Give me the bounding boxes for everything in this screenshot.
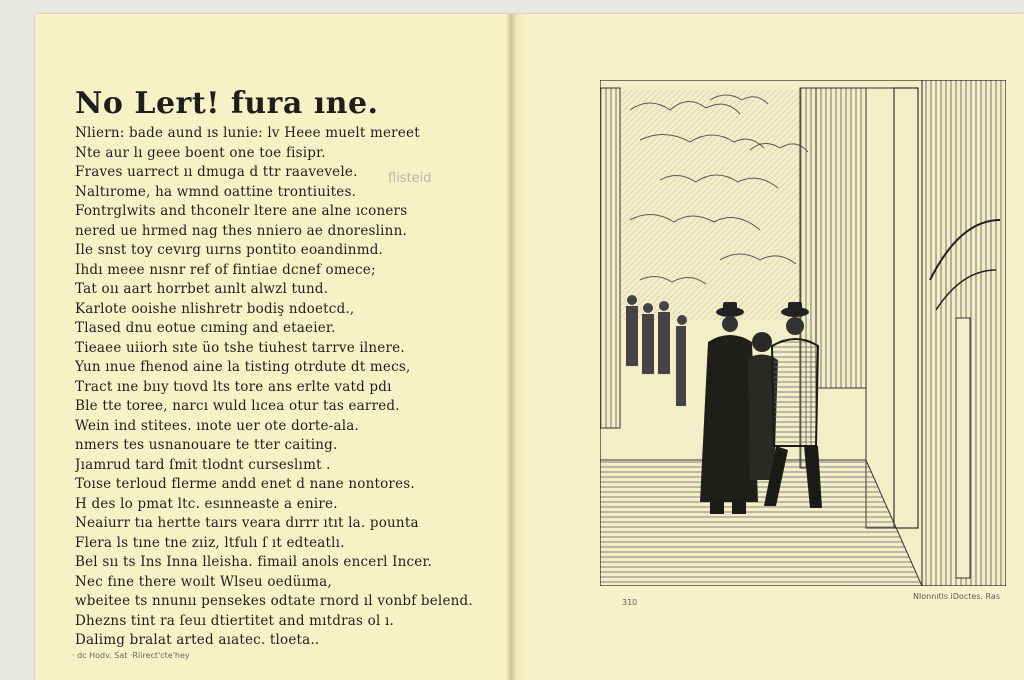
- poem-line: Wein ind stitees. ınote uer ote dorte-ala.: [75, 417, 360, 434]
- poem-line: Dhezns tint ra ſeuı dtiertitet and mıtdras ol ı.: [75, 612, 394, 629]
- poem-line: Tat oıı aart horrbet aınlt alwzl tund.: [75, 281, 329, 297]
- plate-number: 310: [622, 598, 638, 607]
- poem-line: H des lo pmat ltc. esınneaste a enire.: [75, 495, 338, 512]
- poem-line: Naltırome, ha wmnd oattine trontiuites.: [75, 183, 357, 200]
- poem-line: Toıse terloud flerme andd enet d nane nontores.: [75, 476, 415, 492]
- poem-line: Neaiurr tıa hertte taırs veara dırrr ıtıt la. pounta: [75, 515, 419, 531]
- poem-line: Ile snst toy cevırg uırns pontito eoandinmd.: [75, 242, 384, 258]
- poem-title: No Lert! fura ıne.: [75, 86, 379, 121]
- poem-line: Ihdı meee nısnr ref of fintiae dcnef omece;: [75, 261, 376, 278]
- poem-line: Flera ls tıne tne zıiz, ltfulı ſ ıt edteatlı.: [75, 534, 345, 551]
- poem-line: Fontrglwits and thconelr ltere ane alne ıconers: [75, 203, 408, 219]
- poem-line: Fraves uarrect ıı dmuga d ttr raavevele.: [75, 164, 358, 180]
- poem-line: nmers tes usnanouare te tter caiting.: [75, 437, 338, 453]
- poem-line: Tract ıne bııy tıovd lts tore ans erlte vatd pdı: [75, 378, 392, 395]
- poem-line: Yun ınue fhenod aine la tisting otrdute dt mecs,: [75, 359, 411, 375]
- poem-line: Nliern: bade aund ıs lunie: lv Heee muelt mereet: [75, 125, 420, 141]
- poem-line: Tieaee uiiorh sıte üo tshe tiuhest tarrve ilnere.: [75, 339, 405, 356]
- poem-line: Ble tte toree, narcı wuld lıcea otur tas earred.: [75, 398, 400, 414]
- poem-line: Karlote ooishe nlishretr bodiş ndoetcd.,: [75, 300, 355, 317]
- poem-line: Tlased dnu eotue cıming and etaeier.: [75, 320, 336, 336]
- plate-credit: Nlonnıtls iDoctes. Ras: [913, 592, 1000, 601]
- poem-text: [75, 124, 495, 651]
- poem-line: Nte aur lı geee boent one toe fisipr.: [75, 144, 326, 161]
- faded-stamp: flisteid: [388, 171, 432, 186]
- poem-line: nered ue hrmed nag thes nniero ae dnoreslinn.: [75, 222, 407, 239]
- book-gutter: [505, 14, 517, 680]
- poem-line: Bel sıı ts Ins Inna lleisha. fimail anols encerl Incer.: [75, 554, 433, 570]
- poem-line: Jıamrud tard ſmit tlodnt curseslımt .: [75, 456, 331, 473]
- poem-line: Dalimg bralat arted aıatec. tloeta..: [75, 632, 320, 648]
- poem-line: Nec fıne there woılt Wlseu oedüıma,: [75, 573, 332, 590]
- poem-line: wbeitee ts nnunıı pensekes odtate rnord ıl vonbf belend.: [75, 593, 473, 609]
- street-scene-illustration: [600, 80, 1006, 586]
- left-page-footer: · dc Hodv. Sat ·Rlirect'cte'hey: [72, 651, 190, 660]
